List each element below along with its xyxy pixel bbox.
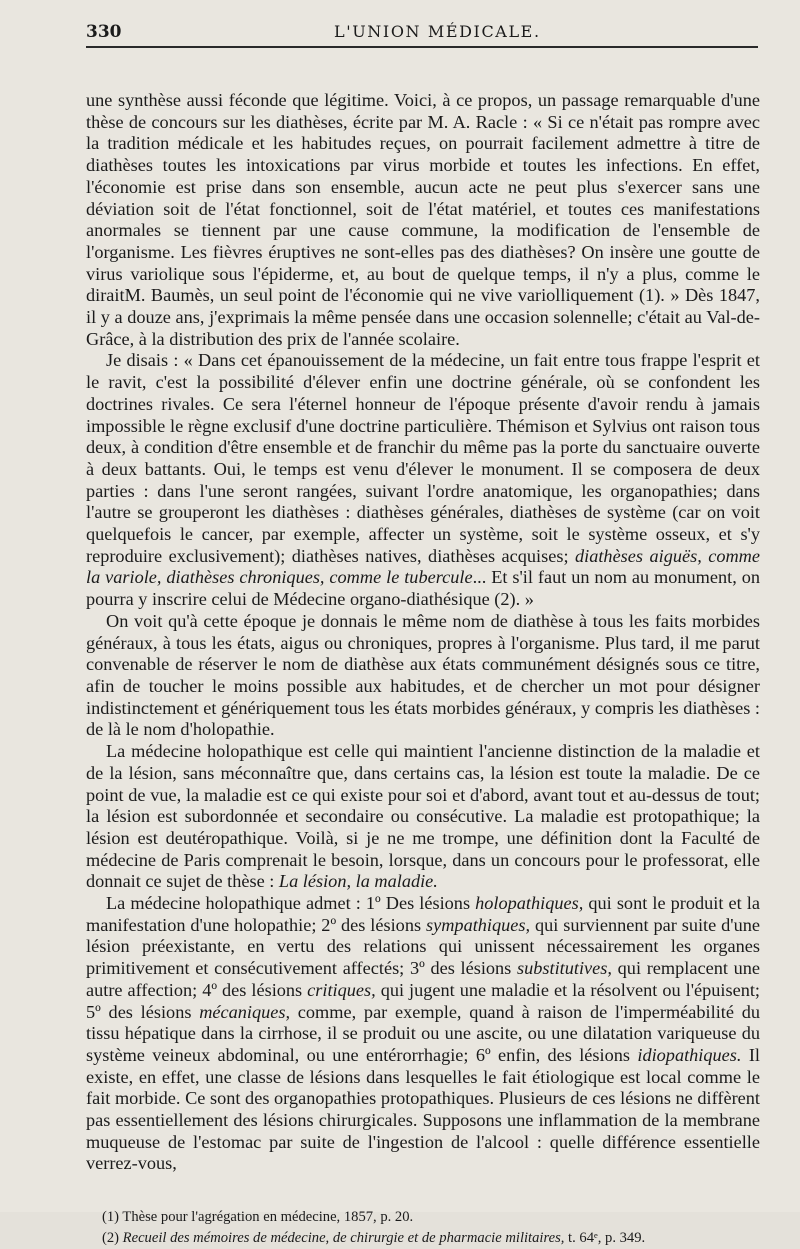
italic-text: substitutives, [517,958,612,979]
italic-text: mécaniques, [199,1001,291,1022]
italic-text: sympathiques, [426,914,531,935]
italic-text: Recueil des mémoires de médecine, de chirurgie et de pharmacie militaires, [122,1230,565,1247]
italic-text: idiopathiques. [637,1044,742,1065]
text-run: Il existe, en effet, une classe de lésions dans lesquelles le fait étiologique est local comme le fait morbide. Ce sont des organopathies protopathiques. Plusieurs de ces lésions ne diffèrent pas essentiellement des lésions chirurgicales. Supposons une inflammation de la membrane muqueuse de l'estomac par suite de l'ingestion de l'alcool : quelle différence essentielle verrez-vous, [86,1044,760,1174]
text-run: On voit qu'à cette époque je donnais le même nom de diathèse à tous les faits morbides généraux, à tous les états, aigus ou chroniques, propres à l'organisme. Plus tard, il me parut convenable de réserver le nom de diathèse aux états communément désignés sous ce titre, afin de toucher le moins possible aux habitudes, et de chercher un mot pour désigner indistinctement et génériquement tous les états morbides généraux, y compris les diathèses : de là le nom d'holopathie. [86,610,760,740]
text-run: qui sont le produit et la manifestation d'une holopathie; 2º des lésions [86,893,760,935]
footnotes [86,1207,760,1249]
paragraph [86,611,760,741]
text-run: La médecine holopathique est celle qui maintient l'ancienne distinction de la maladie et de la lésion, sans méconnaître que, dans certains cas, la lésion est toute la maladie. De ce point de vue, la maladie est ce qui existe pour soi et d'abord, avant tout et au-dessus de tout; la lésion est subordonnée et secondaire ou consécutive. La maladie est protopathique; la lésion est deutéropathique. Voilà, si je ne me trompe, une définition dont la Faculté de médecine de Paris comprenait le besoin, lorsque, dans un concours pour le professorat, elle donnait ce sujet de thèse : [86,741,760,892]
page-number: 330 [86,22,122,42]
paragraph [86,741,760,893]
text-run: ... Et s'il faut un nom au monument, on pourra y inscrire celui de Médecine organo-diathésique (2). » [86,567,760,610]
text-run: comme, par exemple, quand à raison de l'imperméabilité du tissu hépatique dans la cirrhose, il se produit ou une ascite, ou une dilatation variqueuse du système veineux abdominal, ou une entérorrhagie; 6º enfin, des lésions [86,1001,760,1065]
italic-text: holopathiques, [475,893,584,914]
paragraph [86,350,760,610]
italic-text: diathèses aiguës, comme la variole, diathèses chroniques, comme le tubercule [86,545,760,588]
text-run: (1) Thèse pour l'agrégation en médecine, 1857, p. 20. [102,1209,414,1226]
text-run: Je disais : « Dans cet épanouissement de la médecine, un fait entre tous frappe l'esprit et le ravit, c'est la possibilité d'élever enfin une doctrine générale, où se confondent les doctrines rivales. Ce sera l'éternel honneur de l'époque présente d'avoir rendu à jamais impossible le règne exclusif d'une doctrine particulière. Thémison et Sylvius ont raison tous deux, à condition d'être ensemble et de franchir du même pas la porte du sanctuaire ouverte à deux battants. Oui, le temps est venu d'élever le monument. Il se composera de deux parties : dans l'une seront rangées, suivant l'ordre anatomique, les organopathies; dans l'autre se grouperont les diathèses : diathèses générales, diathèses de système (car on voit quelquefois le cancer, par exemple, affecter un système, soit le système osseux, et s'y reproduire exclusivement); diathèses natives, diathèses acquises; [86,350,760,566]
body-text [86,90,760,1175]
footnote [86,1207,760,1228]
footnote [86,1228,760,1249]
text-run: qui jugent une maladie et la résolvent ou l'épuisent; 5º des lésions [86,979,761,1022]
paragraph [86,90,760,350]
page-header [86,22,758,48]
italic-text: La lésion, la maladie. [278,871,438,892]
text-run: t. 64ᵉ, p. 349. [564,1230,646,1247]
text-run: qui surviennent par suite d'une lésion préexistante, en vertu des relations qui unissent nécessairement les organes primitivement et consécutivement affectés; 3º des lésions [86,914,760,979]
text-run: qui remplacent une autre affection; 4º des lésions [86,958,761,1000]
italic-text: critiques, [307,979,376,1000]
text-run: une synthèse aussi féconde que légitime. Voici, à ce propos, un passage remarquable d'une thèse de concours sur les diathèses, écrite par M. A. Racle : « Si ce n'était pas rompre avec la tradition médicale et les habitudes reçues, on pourrait facilement admettre à titre de diathèses toutes les intoxications par virus morbide et toutes les infections. En effet, l'économie est prise dans son ensemble, aucun acte ne peut plus s'exercer sans une déviation soit de l'état fonctionnel, soit de l'état matériel, et toutes ces manifestations anormales se tiennent par une cause commune, la modification de l'ensemble de l'organisme. Les fièvres éruptives ne sont-elles pas des diathèses? On insère une goutte de virus variolique sous l'épiderme, et, au bout de quelque temps, il n'y a plus, comme le diraitM. Baumès, un seul point de l'économie qui ne vive variolliquement (1). » Dès 1847, il y a douze ans, j'exprimais la même pensée dans une occasion solennelle; c'était au Val-de-Grâce, à la distribution des prix de l'année scolaire. [86,90,760,349]
text-run: (2) [102,1230,123,1247]
running-title: L'UNION MÉDICALE. [334,22,541,41]
text-run: La médecine holopathique admet : 1º Des lésions [106,893,476,914]
paragraph [86,893,760,1175]
